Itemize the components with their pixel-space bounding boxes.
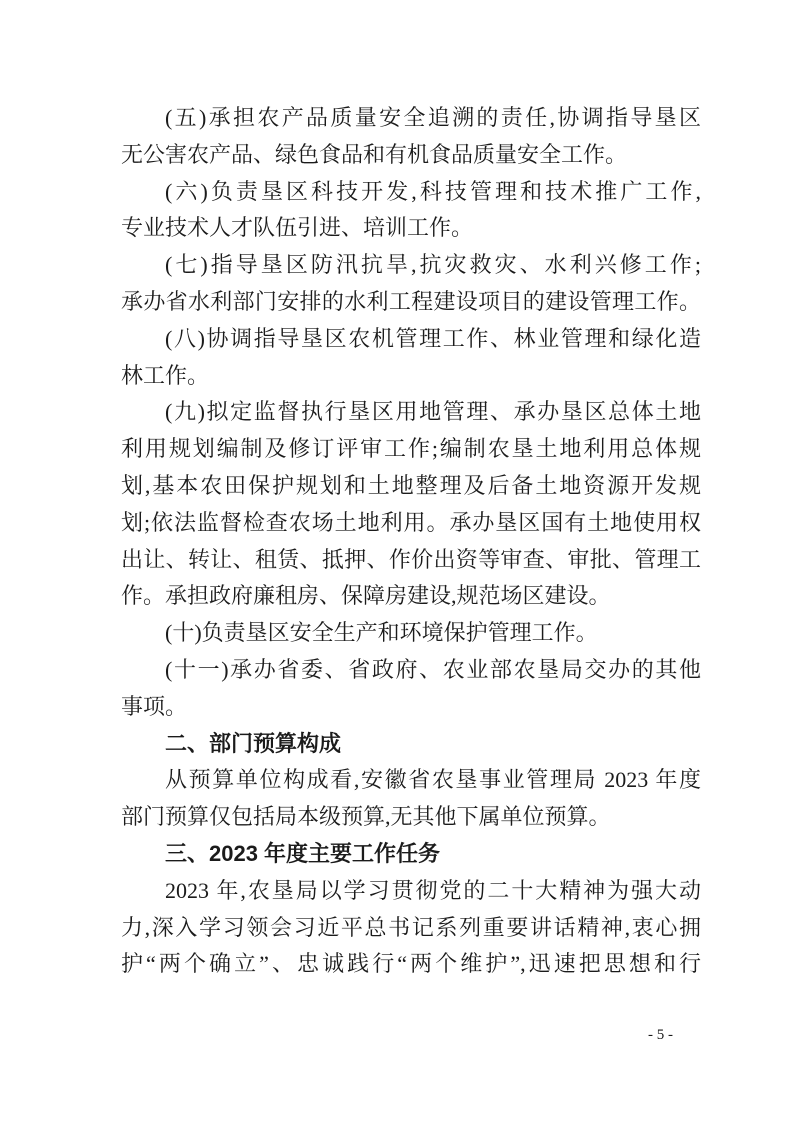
doc-line: 从预算单位构成看,安徽省农垦事业管理局 2023 年度: [165, 767, 701, 793]
doc-line: 划,基本农田保护规划和土地整理及后备土地资源开发规: [121, 472, 701, 498]
doc-line: 利用规划编制及修订评审工作;编制农垦土地利用总体规: [121, 436, 701, 462]
doc-line: 无公害农产品、绿色食品和有机食品质量安全工作。: [121, 141, 628, 167]
doc-line: 部门预算仅包括局本级预算,无其他下属单位预算。: [121, 804, 611, 830]
doc-line: 出让、转让、租赁、抵押、作价出资等审查、审批、管理工: [121, 546, 701, 572]
doc-line: (七)指导垦区防汛抗旱,抗灾救灾、水利兴修工作;: [165, 252, 701, 278]
document-body: [121, 100, 701, 983]
section-heading-2023-tasks: 三、2023 年度主要工作任务: [165, 840, 441, 866]
section-heading-budget-composition: 二、部门预算构成: [165, 730, 342, 756]
doc-line: 划;依法监督检查农场土地利用。承办垦区国有土地使用权: [121, 509, 701, 535]
page-number: - 5 -: [648, 1027, 673, 1043]
doc-line: 专业技术人才队伍引进、培训工作。: [121, 215, 474, 241]
doc-line: 作。承担政府廉租房、保障房建设,规范场区建设。: [121, 583, 611, 609]
doc-line: (五)承担农产品质量安全追溯的责任,协调指导垦区: [165, 105, 701, 130]
doc-line: (十一)承办省委、省政府、农业部农垦局交办的其他: [165, 656, 701, 682]
doc-line: 护“两个确立”、忠诚践行“两个维护”,迅速把思想和行: [121, 951, 701, 977]
doc-line: 力,深入学习领会习近平总书记系列重要讲话精神,衷心拥: [121, 914, 701, 940]
doc-line: (十)负责垦区安全生产和环境保护管理工作。: [165, 620, 598, 646]
doc-line: (六)负责垦区科技开发,科技管理和技术推广工作,: [165, 178, 701, 204]
doc-line: (九)拟定监督执行垦区用地管理、承办垦区总体土地: [165, 399, 701, 425]
doc-line: 事项。: [121, 693, 188, 719]
doc-line: (八)协调指导垦区农机管理工作、林业管理和绿化造: [165, 325, 701, 351]
doc-line: 2023 年,农垦局以学习贯彻党的二十大精神为强大动: [165, 877, 701, 903]
doc-line: 林工作。: [121, 362, 210, 388]
doc-line: 承办省水利部门安排的水利工程建设项目的建设管理工作。: [121, 288, 701, 314]
